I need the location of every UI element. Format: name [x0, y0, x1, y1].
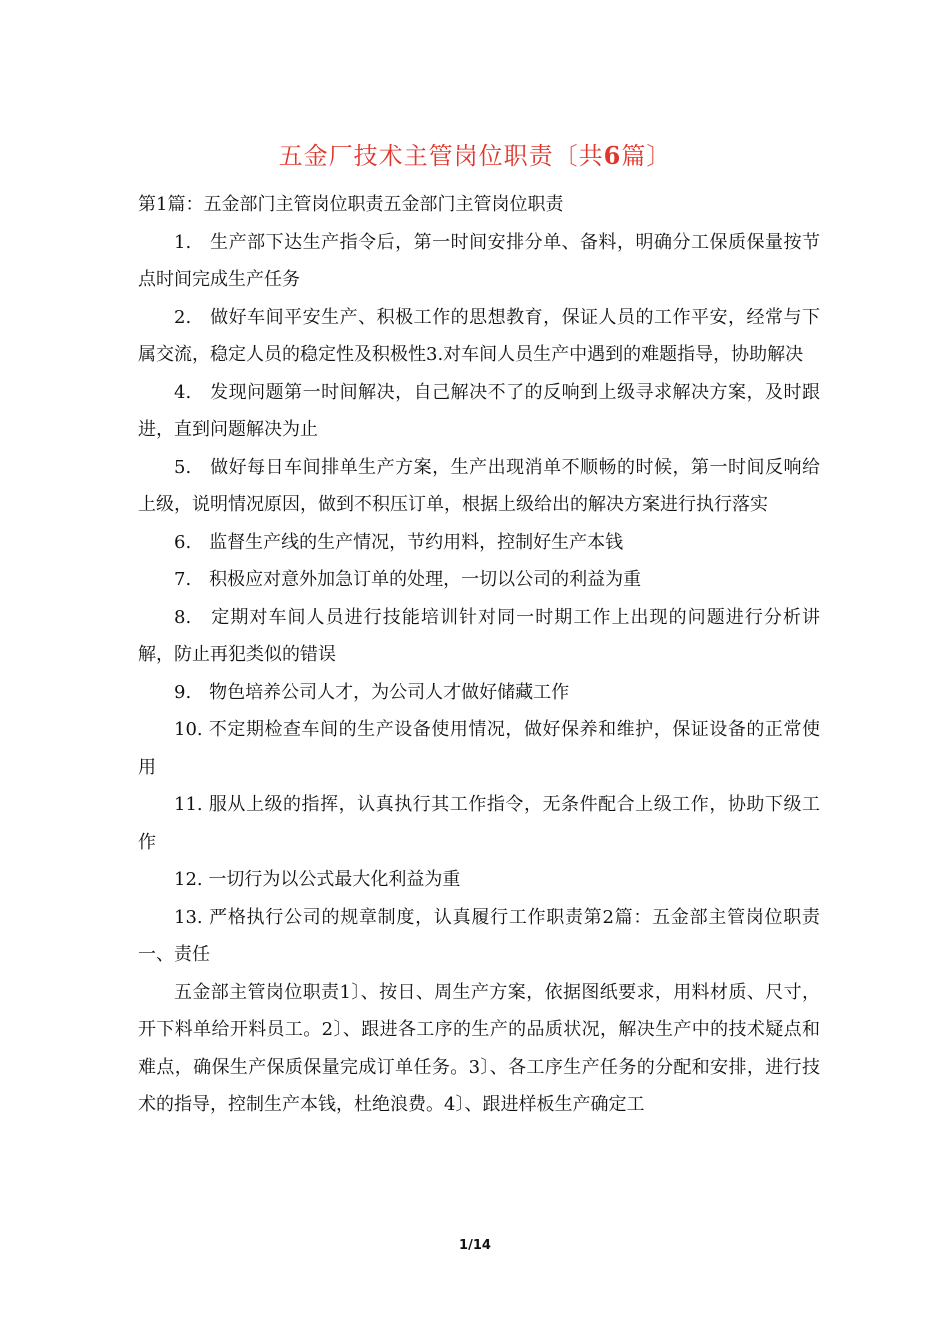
paragraph-6: 6. 监督生产线的生产情况，节约用料，控制好生产本钱: [174, 531, 624, 553]
paragraph-4: 4. 发现问题第一时间解决，自己解决不了的反响到上级寻求解决方案，及时跟进，直到问题解决为止: [138, 381, 820, 440]
intro-line: 第1篇：五金部门主管岗位职责五金部门主管岗位职责: [138, 194, 564, 215]
paragraph-7: 7. 积极应对意外加急订单的处理，一切以公司的利益为重: [174, 569, 642, 590]
paragraph-13: 13. 严格执行公司的规章制度，认真履行工作职责第2篇：五金部主管岗位职责一、责任: [138, 906, 820, 965]
paragraph-5: 5. 做好每日车间排单生产方案，生产出现消单不顺畅的时候，第一时间反响给上级，说明情况原因，做到不积压订单，根据上级给出的解决方案进行执行落实: [138, 456, 820, 515]
paragraph-section-2: 五金部主管岗位职责1〕、按日、周生产方案，依据图纸要求，用料材质、尺寸，开下料单给开料员工。2〕、跟进各工序的生产的品质状况，解决生产中的技术疑点和难点，确保生产保质保量完成订单任务。3〕、各工序生产任务的分配和安排，进行技术的指导，控制生产本钱，杜绝浪费。4〕、跟进样板生产确定工: [138, 981, 820, 1115]
paragraph-9: 9. 物色培养公司人才，为公司人才做好储藏工作: [174, 681, 570, 703]
page-number: 1/14: [459, 1238, 491, 1253]
paragraph-2: 2. 做好车间平安生产、积极工作的思想教育，保证人员的工作平安，经常与下属交流，稳定人员的稳定性及积极性3.对车间人员生产中遇到的难题指导，协助解决: [138, 306, 820, 365]
paragraph-11: 11. 服从上级的指挥，认真执行其工作指令，无条件配合上级工作，协助下级工作: [138, 794, 820, 853]
document-title: [0, 136, 950, 171]
paragraph-10: 10. 不定期检查车间的生产设备使用情况，做好保养和维护，保证设备的正常使用: [138, 719, 820, 778]
paragraph-1: 1. 生产部下达生产指令后，第一时间安排分单、备料，明确分工保质保量按节点时间完成生产任务: [138, 231, 820, 290]
paragraph-8: 8. 定期对车间人员进行技能培训针对同一时期工作上出现的问题进行分析讲解，防止再犯类似的错误: [138, 606, 820, 665]
paragraph-12: 12. 一切行为以公式最大化利益为重: [174, 869, 461, 890]
title-suffix: 篇〕: [621, 142, 672, 170]
title-prefix: 五金厂技术主管岗位职责〔共: [278, 142, 604, 170]
document-body: [138, 186, 820, 1124]
title-number: 6: [603, 141, 622, 170]
